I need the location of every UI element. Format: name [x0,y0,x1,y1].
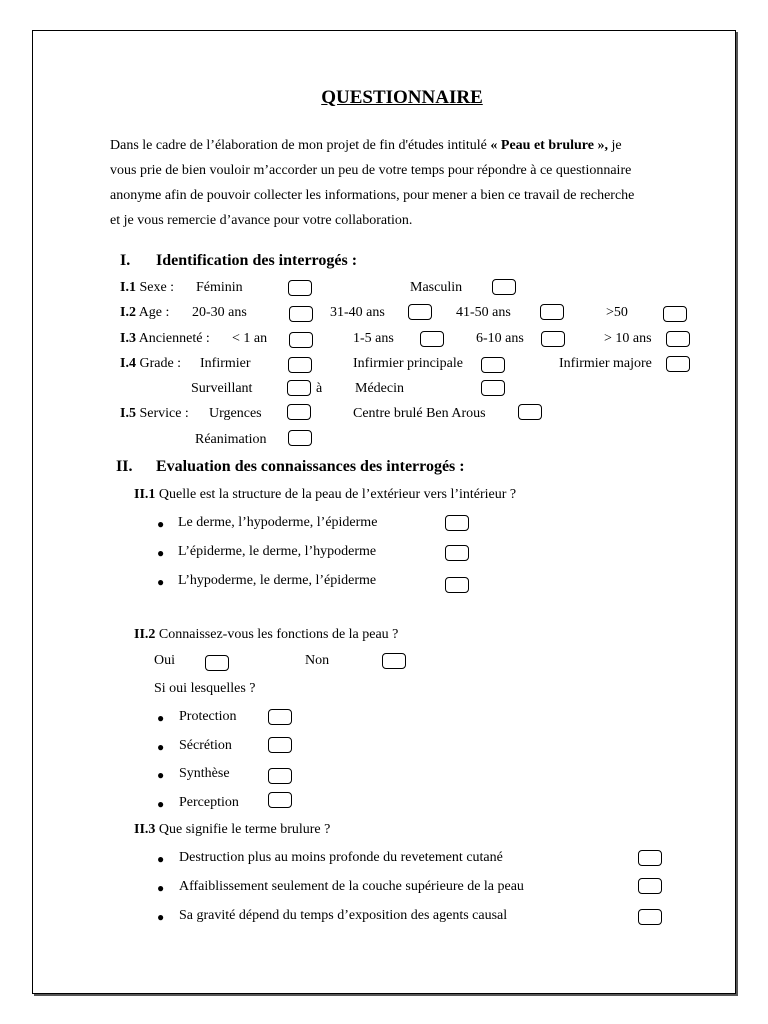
checkbox-ii1-c[interactable] [445,577,469,593]
checkbox-masculin[interactable] [492,279,516,295]
option-perception: Perception [179,795,239,810]
checkbox-centre-brule[interactable] [518,404,542,420]
question-i3-number: I.3 [120,331,136,346]
question-ii2-followup: Si oui lesquelles ? [154,681,256,696]
checkbox-ii3-c[interactable] [638,909,662,925]
option-ii1-a: Le derme, l’hypoderme, l’épiderme [178,515,378,530]
checkbox-anciennete-6-10[interactable] [541,331,565,347]
grade-separator: à [316,381,323,396]
page-title: QUESTIONNAIRE [321,87,483,108]
question-ii3 [134,822,330,838]
bullet: ● [157,852,165,866]
option-protection: Protection [179,709,237,724]
checkbox-infirmier-majore[interactable] [666,356,690,372]
question-i5-label: Service : [139,406,189,421]
bullet: ● [157,711,165,725]
option-reanimation: Réanimation [195,432,267,447]
bullet: ● [157,546,165,560]
checkbox-ii3-b[interactable] [638,878,662,894]
intro-line-1-text: Dans le cadre de l’élaboration de mon projet de fin d'études intitulé [110,138,491,153]
checkbox-reanimation[interactable] [288,430,312,446]
checkbox-anciennete-1-5[interactable] [420,331,444,347]
option-medecin: Médecin [355,381,404,396]
question-ii3-number: II.3 [134,822,156,837]
checkbox-ii1-a[interactable] [445,515,469,531]
option-age-over-50: >50 [606,305,628,320]
question-i1 [120,280,174,296]
option-anciennete-6-10: 6-10 ans [476,331,524,346]
question-i5 [120,406,189,422]
intro-line-2: vous prie de bien vouloir m’accorder un peu de votre temps pour répondre à ce questionnaire [110,163,632,178]
checkbox-age-20-30[interactable] [289,306,313,322]
option-infirmier-majore: Infirmier majore [559,356,652,371]
bullet: ● [157,910,165,924]
option-secretion: Sécrétion [179,738,232,753]
checkbox-synthese[interactable] [268,768,292,784]
question-i4-number: I.4 [120,356,136,371]
bullet: ● [157,797,165,811]
checkbox-ii3-a[interactable] [638,850,662,866]
question-ii2-text: Connaissez-vous les fonctions de la peau ? [158,627,399,642]
bullet: ● [157,575,165,589]
option-infirmier-principale: Infirmier principale [353,356,464,371]
option-anciennete-over-10: > 10 ans [604,331,652,346]
option-ii1-c: L’hypoderme, le derme, l’épiderme [178,573,377,588]
checkbox-infirmier[interactable] [288,357,312,373]
question-i5-number: I.5 [120,406,136,421]
option-non: Non [305,653,330,668]
option-anciennete-under-1: < 1 an [232,331,268,346]
option-surveillant: Surveillant [191,381,253,396]
intro-line-1-end: je [607,138,622,153]
option-masculin: Masculin [410,280,463,295]
bullet: ● [157,517,165,531]
checkbox-urgences[interactable] [287,404,311,420]
section-1-number: I. [120,252,131,269]
question-ii1-text: Quelle est la structure de la peau de l’extérieur vers l’intérieur ? [158,487,517,502]
option-urgences: Urgences [209,406,262,421]
bullet: ● [157,740,165,754]
question-i4 [120,356,181,372]
question-i2 [120,305,169,321]
option-ii3-c: Sa gravité dépend du temps d’exposition des agents causal [179,908,508,923]
checkbox-anciennete-over-10[interactable] [666,331,690,347]
checkbox-oui[interactable] [205,655,229,671]
checkbox-protection[interactable] [268,709,292,725]
checkbox-secretion[interactable] [268,737,292,753]
option-infirmier: Infirmier [200,356,251,371]
checkbox-medecin[interactable] [481,380,505,396]
option-ii1-b: L’épiderme, le derme, l’hypoderme [178,544,377,559]
option-age-20-30: 20-30 ans [192,305,247,320]
question-i2-label: Age : [138,305,170,320]
checkbox-infirmier-principale[interactable] [481,357,505,373]
option-oui: Oui [154,653,175,668]
section-1-title: Identification des interrogés : [156,252,358,269]
section-2-number: II. [116,458,133,475]
checkbox-age-31-40[interactable] [408,304,432,320]
question-i3-label: Ancienneté : [138,331,210,346]
option-centre-brule: Centre brulé Ben Arous [353,406,486,421]
option-synthese: Synthèse [179,766,230,781]
intro-line-1 [110,138,622,154]
question-ii2-number: II.2 [134,627,156,642]
option-anciennete-1-5: 1-5 ans [353,331,394,346]
intro-line-3: anonyme afin de pouvoir collecter les informations, pour mener a bien ce travail de recherche [110,188,635,203]
option-ii3-a: Destruction plus au moins profonde du revetement cutané [179,850,503,865]
checkbox-perception[interactable] [268,792,292,808]
section-2-title: Evaluation des connaissances des interrogés : [156,458,465,475]
checkbox-surveillant[interactable] [287,380,311,396]
bullet: ● [157,881,165,895]
checkbox-age-41-50[interactable] [540,304,564,320]
question-ii2 [134,627,398,643]
question-ii1-number: II.1 [134,487,156,502]
question-i1-number: I.1 [120,280,136,295]
question-i3 [120,331,210,347]
question-ii1 [134,487,516,503]
option-ii3-b: Affaiblissement seulement de la couche supérieure de la peau [179,879,524,894]
option-age-31-40: 31-40 ans [330,305,385,320]
question-i4-label: Grade : [139,356,182,371]
option-age-41-50: 41-50 ans [456,305,511,320]
checkbox-anciennete-under-1[interactable] [289,332,313,348]
question-i1-label: Sexe : [139,280,175,295]
checkbox-feminin[interactable] [288,280,312,296]
checkbox-age-over-50[interactable] [663,306,687,322]
question-ii3-text: Que signifie le terme brulure ? [158,822,331,837]
checkbox-ii1-b[interactable] [445,545,469,561]
bullet: ● [157,768,165,782]
intro-line-4: et je vous remercie d’avance pour votre collaboration. [110,213,413,228]
checkbox-non[interactable] [382,653,406,669]
option-feminin: Féminin [196,280,243,295]
question-i2-number: I.2 [120,305,136,320]
intro-project-title: « Peau et brulure », [490,138,608,153]
